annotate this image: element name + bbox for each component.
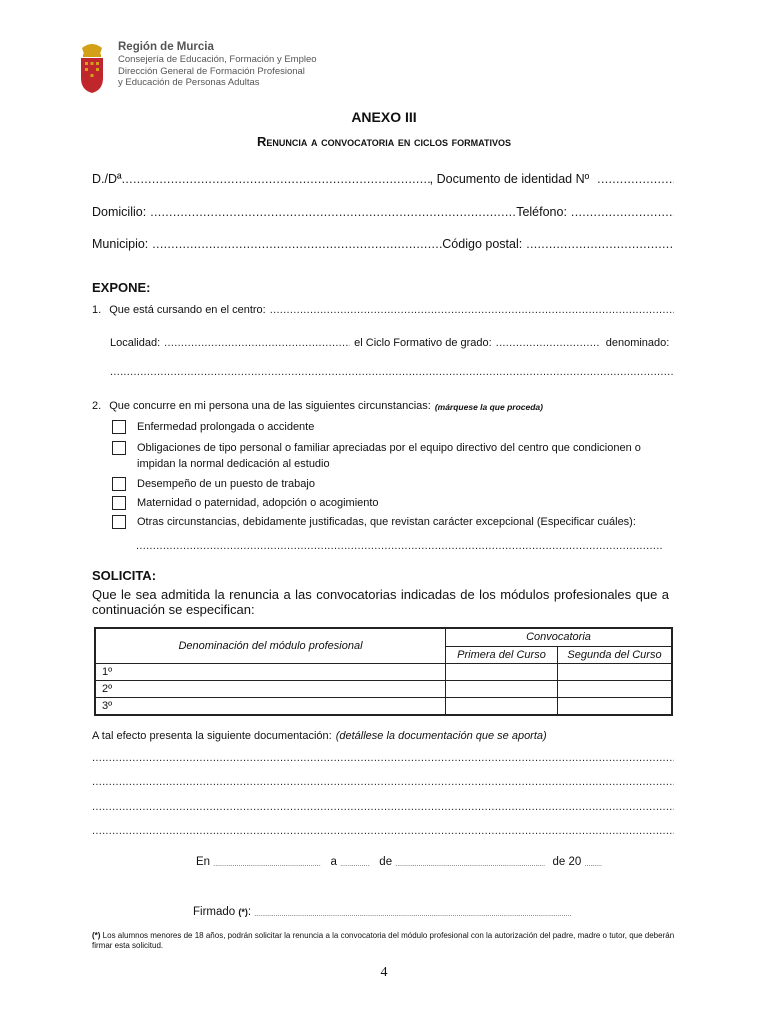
doc-field-2[interactable] [92,776,674,788]
de20-label: de 20 [552,856,582,868]
checkbox-obligaciones[interactable] [112,441,126,455]
table-header-row [95,628,672,646]
option-trabajo[interactable] [112,476,677,492]
otras-field[interactable] [136,540,662,552]
item-2-number: 2. [92,400,102,412]
segunda-cell[interactable] [558,664,673,681]
row-label: 1º [95,664,446,681]
option-label: Desempeño de un puesto de trabajo [137,478,315,490]
option-maternidad[interactable] [112,495,677,511]
doc-line-1[interactable] [92,752,674,764]
centro-field[interactable] [270,304,674,316]
firmado-label: Firmado [193,906,236,918]
denominado-label: denominado: [605,337,670,349]
header-line-3: y Educación de Personas Adultas [118,77,260,88]
a-label: a [330,856,337,868]
doc-line-4[interactable] [92,825,674,837]
doc-line-3[interactable] [92,801,674,813]
anio-field[interactable] [584,861,602,868]
footnote-mark: (*) [92,931,101,940]
solicita-text: Que le sea admitida la renuncia a las convocatorias indicadas de los módulos profesionales que a continuación se especifican: [92,587,669,617]
dd-label: D./Dª [92,172,122,186]
localidad-field[interactable] [164,337,350,349]
item-2-note: (márquese la que proceda) [434,402,543,412]
row-label: 3º [95,698,446,716]
header-line-2: Dirección General de Formación Profesional [118,65,305,77]
col-primera-header: Primera del Curso [446,646,558,664]
option-label: Obligaciones de tipo personal o familiar apreciadas por el equipo directivo del centro que condicionen o impidan la normal dedicación al estudio [137,442,641,470]
option-label: Enfermedad prolongada o accidente [137,421,315,433]
mes-field[interactable] [395,861,545,868]
domicilio-field[interactable] [150,205,516,219]
telefono-label: Teléfono: [516,205,567,219]
denominado-field[interactable] [110,366,674,378]
table-row [95,698,672,716]
telefono-field[interactable] [571,205,674,219]
otras-row [136,540,662,552]
checkbox-enfermedad[interactable] [112,420,126,434]
footnote-text: Los alumnos menores de 18 años, podrán solicitar la renuncia a la convocatoria del módulo profesional con la autorización del padre, madre o tutor, que deberán firmar esta solicitud. [92,931,675,950]
doc-line-2[interactable] [92,776,674,788]
primera-cell[interactable] [446,698,558,716]
page-title: ANEXO III [351,109,417,125]
domicilio-row [92,205,674,219]
doc-field-3[interactable] [92,801,674,813]
municipio-field[interactable] [152,237,442,251]
item-1-text: Que está cursando en el centro: [109,304,266,316]
firmado-colon: : [247,906,252,918]
primera-cell[interactable] [446,681,558,698]
item-2-text: Que concurre en mi persona una de las siguientes circunstancias: [109,400,431,412]
header-line-1: Consejería de Educación, Formación y Empleo [118,54,317,65]
firma-field[interactable] [254,911,572,918]
checkbox-otras[interactable] [112,515,126,529]
codigo-postal-field[interactable] [526,237,674,251]
primera-cell[interactable] [446,664,558,681]
page-subtitle [0,134,768,149]
en-label: En [196,856,211,868]
municipio-row [92,237,674,251]
domicilio-label: Domicilio: [92,205,147,219]
table-row [95,664,672,681]
expone-heading: EXPONE: [92,280,151,295]
option-obligaciones[interactable] [112,440,677,472]
item-1-number: 1. [92,304,102,316]
doc-field-1[interactable] [92,752,674,764]
segunda-cell[interactable] [558,681,673,698]
localidad-row [110,337,676,349]
expone-item-1 [92,304,674,316]
option-enfermedad[interactable] [112,419,677,435]
footnote [92,931,682,951]
lugar-fecha-row [196,856,602,868]
table-row [95,681,672,698]
municipio-label: Municipio: [92,237,149,251]
codigo-postal-label: Código postal: [442,237,523,251]
ciclo-label: el Ciclo Formativo de grado: [354,337,492,349]
col-modulo-header: Denominación del módulo profesional [95,628,446,664]
name-field[interactable] [122,172,430,186]
checkbox-trabajo[interactable] [112,477,126,491]
firmado-mark: (*) [238,907,248,917]
name-row [92,172,674,186]
checkbox-maternidad[interactable] [112,496,126,510]
region-murcia-logo-icon [78,42,106,94]
header-org: Región de Murcia [118,41,214,53]
col-convocatoria-header: Convocatoria [446,628,673,646]
documento-field[interactable] [597,172,674,186]
option-otras[interactable] [112,514,677,530]
ciclo-field[interactable] [496,337,600,349]
expone-item-2 [92,400,674,414]
documentacion-note: (detállese la documentación que se aporta) [335,730,547,742]
de-label: de [379,856,393,868]
page-number: 4 [380,965,388,980]
localidad-label: Localidad: [110,337,161,349]
segunda-cell[interactable] [558,698,673,716]
documentacion-text: A tal efecto presenta la siguiente documentación: [92,730,332,742]
lugar-field[interactable] [213,861,321,868]
option-label: Maternidad o paternidad, adopción o acogimiento [137,497,379,509]
doc-field-4[interactable] [92,825,674,837]
dia-field[interactable] [340,861,370,868]
documento-label: , Documento de identidad Nº [429,172,590,186]
col-segunda-header: Segunda del Curso [558,646,673,664]
row-label: 2º [95,681,446,698]
page-subtitle-text: Renuncia a convocatoria en ciclos formativos [257,134,511,149]
firmado-row [193,906,572,918]
solicita-heading: SOLICITA: [92,568,157,583]
denominado-row [110,366,674,378]
documentacion-row [92,730,674,742]
header-text [118,41,317,89]
option-label: Otras circunstancias, debidamente justificadas, que revistan carácter excepcional (Especificar cuáles): [137,516,636,528]
modules-table [94,627,673,716]
